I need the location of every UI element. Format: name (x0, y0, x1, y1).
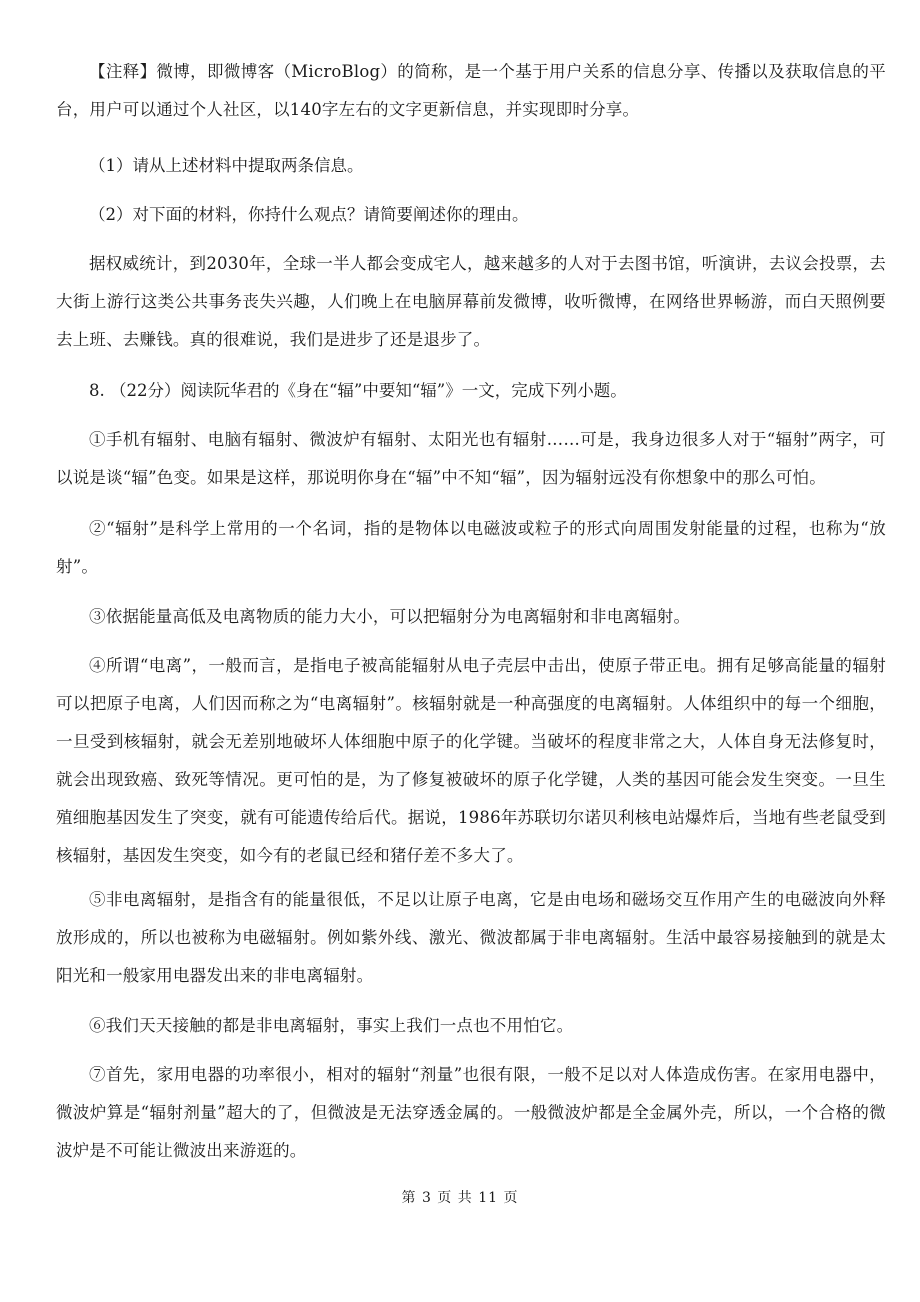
article-paragraph-2: ②“辐射”是科学上常用的一个名词，指的是物体以电磁波或粒子的形式向周围发射能量的过程，也称为“放射”。 (56, 519, 886, 576)
article-paragraph-1: ①手机有辐射、电脑有辐射、微波炉有辐射、太阳光也有辐射……可是，我身边很多人对于“辐射”两字，可以说是谈“辐”色变。如果是这样，那说明你身在“辐”中不知“辐”，因为辐射远没有你想象中的那么可怕。 (56, 430, 886, 487)
question-2: （2）对下面的材料，你持什么观点？请简要阐述你的理由。 (89, 205, 529, 224)
question-1: （1）请从上述材料中提取两条信息。 (89, 156, 364, 175)
article-paragraph-6: ⑥我们天天接触的都是非电离辐射，事实上我们一点也不用怕它。 (89, 1016, 574, 1035)
article-paragraph-7: ⑦首先，家用电器的功率很小，相对的辐射“剂量”也很有限，一般不足以对人体造成伤害。在家用电器中，微波炉算是“辐射剂量”超大的了，但微波是无法穿透金属的。一般微波炉都是全金属外壳，所以，一个合格的微波炉是不可能让微波出来游逛的。 (56, 1065, 886, 1160)
material-paragraph: 据权威统计，到2030年，全球一半人都会变成宅人，越来越多的人对于去图书馆，听演讲，去议会投票，去大街上游行这类公共事务丧失兴趣，人们晚上在电脑屏幕前发微博，收听微博，在网络世界畅游，而白天照例要去上班、去赚钱。真的很难说，我们是进步了还是退步了。 (56, 254, 886, 349)
question-8-heading: 8. （22分）阅读阮华君的《身在“辐”中要知“辐”》一文，完成下列小题。 (89, 381, 627, 400)
article-paragraph-5: ⑤非电离辐射，是指含有的能量很低，不足以让原子电离，它是由电场和磁场交互作用产生的电磁波向外释放形成的，所以也被称为电磁辐射。例如紫外线、激光、微波都属于非电离辐射。生活中最容易接触到的就是太阳光和一般家用电器发出来的非电离辐射。 (56, 890, 886, 985)
article-paragraph-3: ③依据能量高低及电离物质的能力大小，可以把辐射分为电离辐射和非电离辐射。 (89, 607, 691, 626)
page-number-footer: 第 3 页 共 11 页 (401, 1190, 519, 1206)
annotation-note: 【注释】微博，即微博客（MicroBlog）的简称，是一个基于用户关系的信息分享、传播以及获取信息的平台，用户可以通过个人社区，以140字左右的文字更新信息，并实现即时分享。 (56, 62, 886, 119)
article-paragraph-4: ④所谓“电离”，一般而言，是指电子被高能辐射从电子壳层中击出，使原子带正电。拥有足够高能量的辐射可以把原子电离，人们因而称之为“电离辐射”。核辐射就是一种高强度的电离辐射。人体组织中的每一个细胞，一旦受到核辐射，就会无差别地破坏人体细胞中原子的化学键。当破坏的程度非常之大，人体自身无法修复时，就会出现致癌、致死等情况。更可怕的是，为了修复被破坏的原子化学键，人类的基因可能会发生突变。一旦生殖细胞基因发生了突变，就有可能遗传给后代。据说，1986年苏联切尔诺贝利核电站爆炸后，当地有些老鼠受到核辐射，基因发生突变，如今有的老鼠已经和猪仔差不多大了。 (56, 656, 886, 865)
